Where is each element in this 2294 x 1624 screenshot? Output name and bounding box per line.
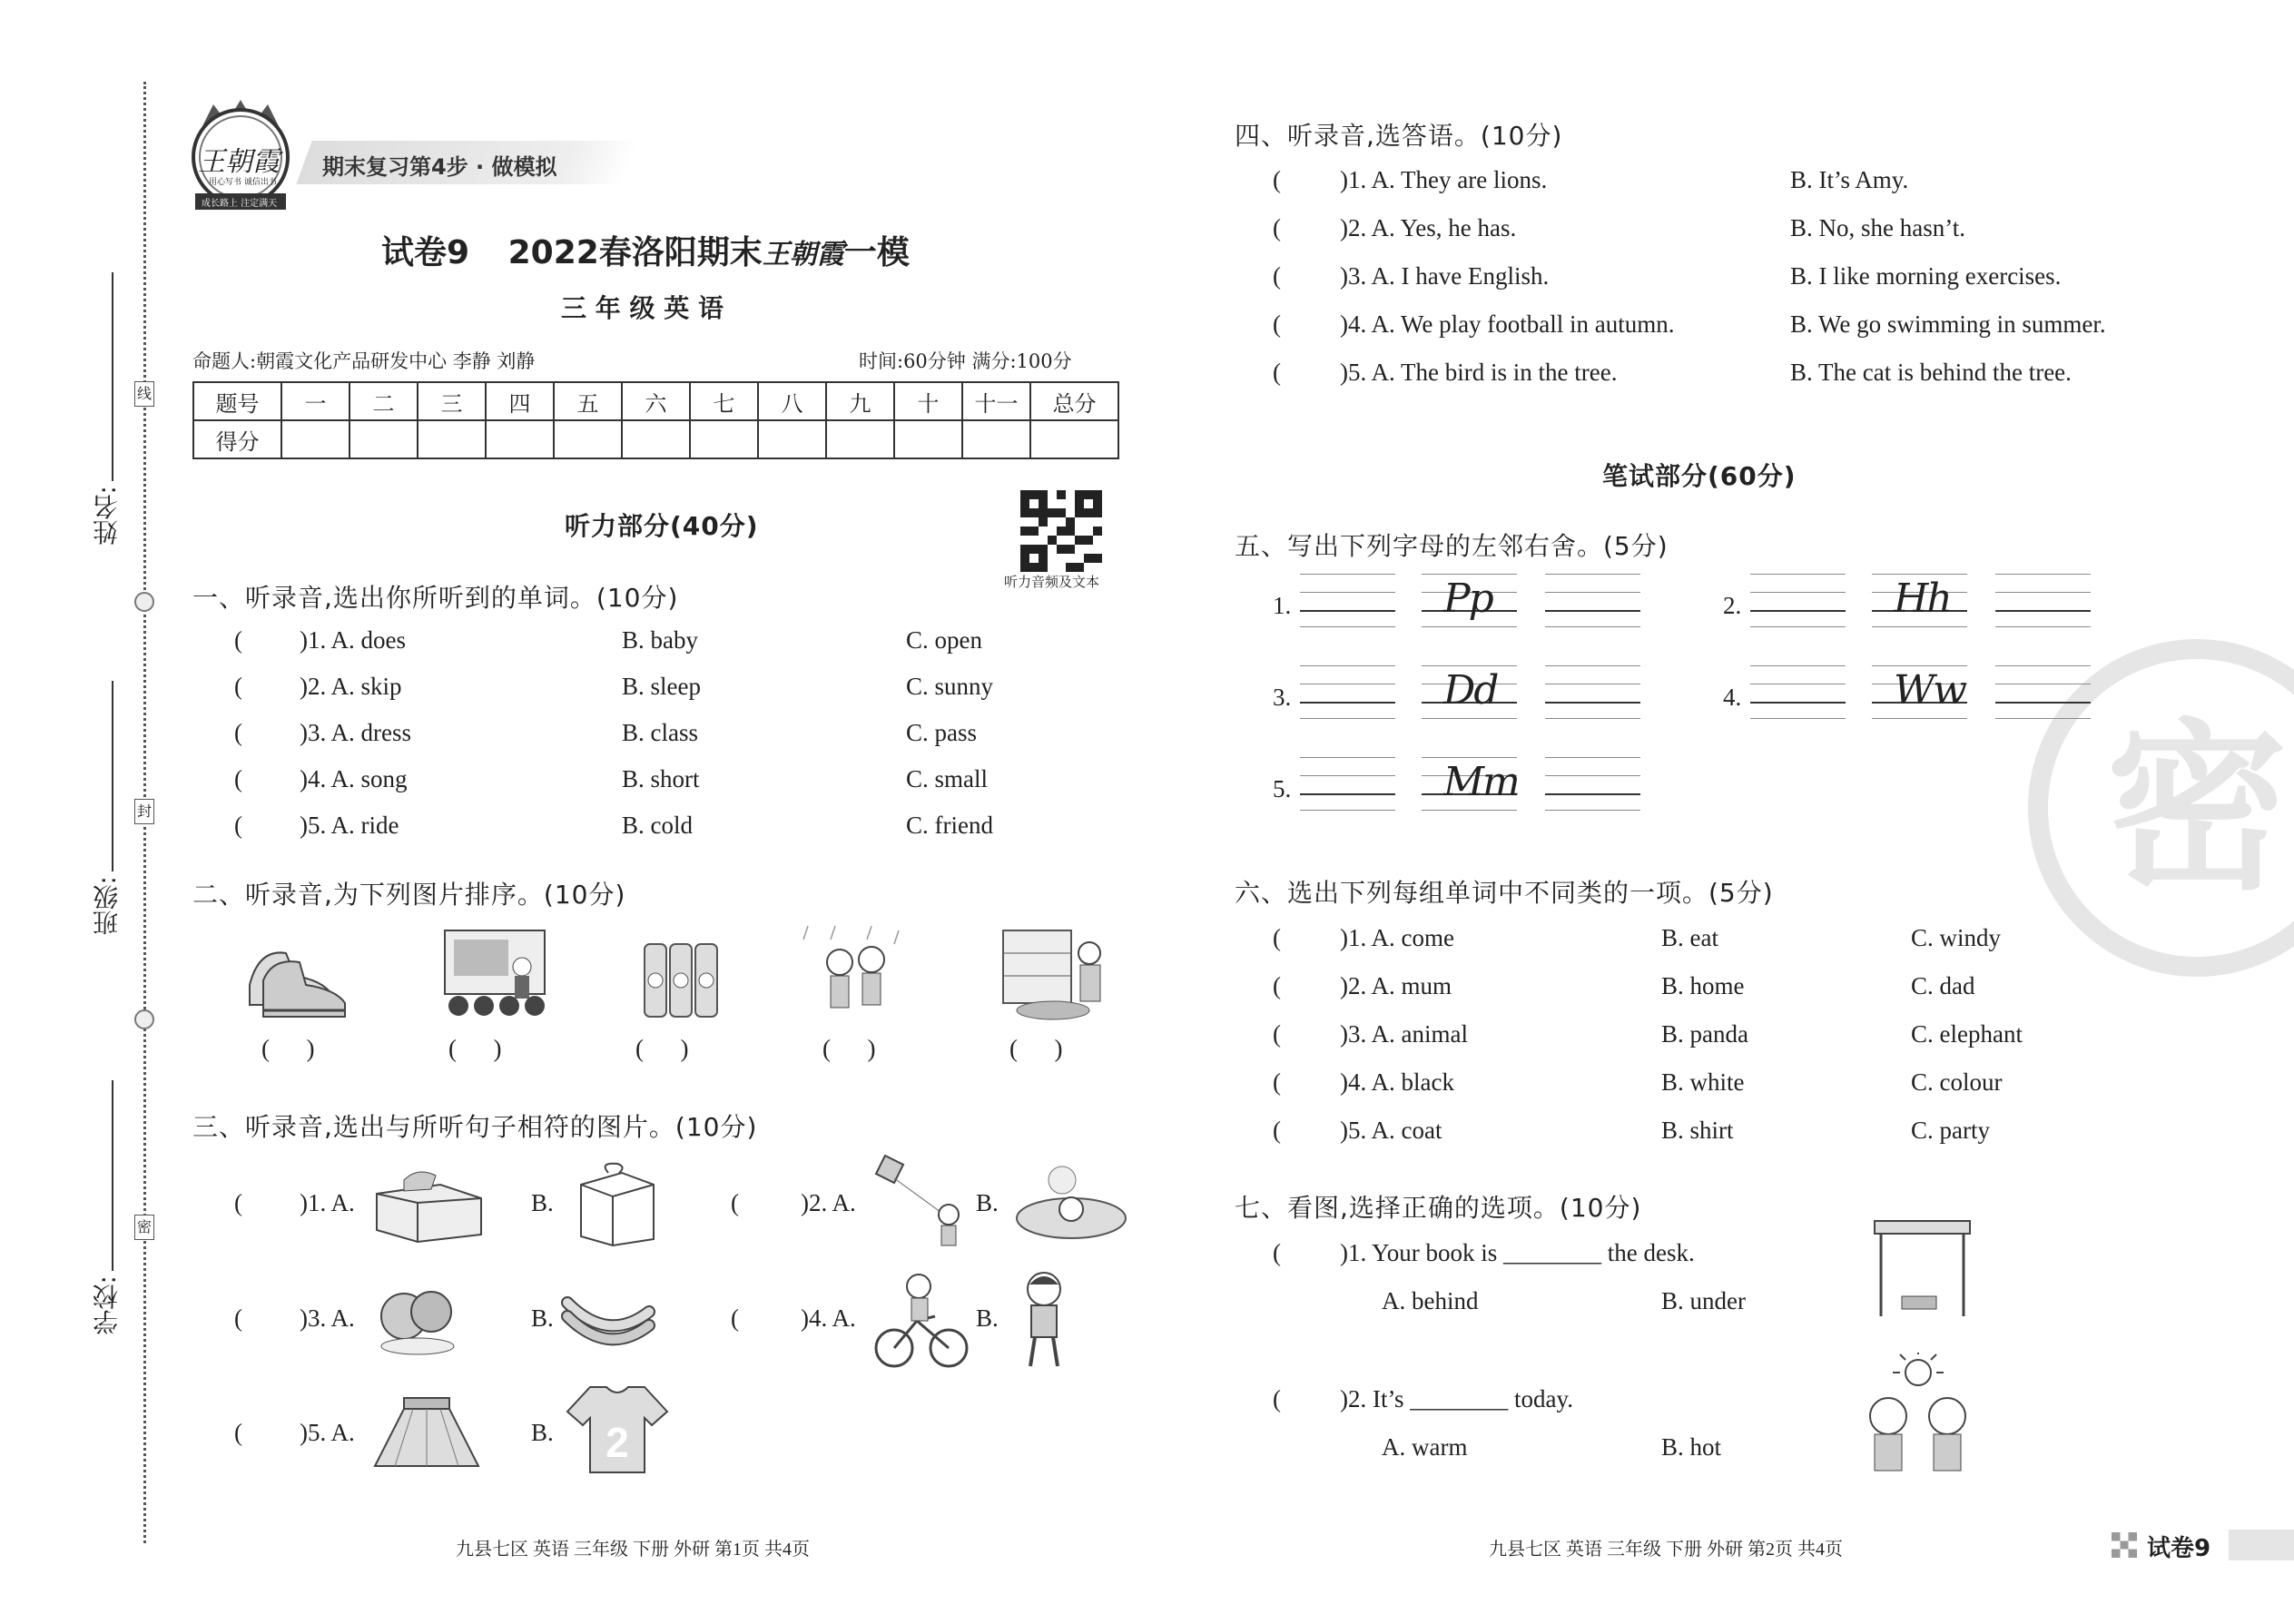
time-score: 时间:60分钟 满分:100分 [859,350,1072,372]
write-line-right[interactable] [1995,664,2091,720]
binding-ring-icon [134,592,154,612]
letter-box [1872,664,1967,720]
brand-logo [182,95,300,213]
paper-title [381,227,910,273]
question-paren[interactable]: ( [1273,359,1324,386]
score-cell[interactable] [350,420,418,458]
option-a: )4. A. We play football in autumn. [1340,310,1675,338]
bananas-picture [558,1284,658,1357]
question-paren[interactable]: ( [1273,214,1324,241]
footer-left: 九县七区 英语 三年级 下册 外研 第1页 共4页 [456,1540,810,1560]
paper-tag: 试卷9 [2147,1535,2211,1562]
score-header-cell: 八 [758,382,826,420]
title-brand: 王朝霞 [762,239,844,271]
question-paren[interactable]: ( [1273,166,1324,193]
name-label: 姓名: [92,486,122,546]
score-cell[interactable] [1030,420,1118,458]
option-b: B. white [1661,1068,1745,1096]
score-header-cell: 一 [281,382,350,420]
hot-sun-kids-picture [1847,1353,1988,1475]
letter-box [1872,572,1967,628]
option-c: C. party [1911,1117,1990,1144]
option-c: C. windy [1911,924,2002,951]
bottles-picture [635,926,726,1026]
write-line-right[interactable] [1545,755,1640,812]
option-a: )4. A. [801,1304,856,1332]
item-number: 4. [1723,684,1742,711]
option-c: C. pass [906,719,978,746]
question-paren[interactable]: ( [1273,1239,1324,1266]
score-cell[interactable] [758,420,826,458]
write-line-left[interactable] [1750,572,1846,628]
title-main: 2022春洛阳期末 [507,234,763,271]
score-cell[interactable] [622,420,690,458]
swimming-picture [1008,1162,1135,1248]
qr-caption: 听力音频及文本 [1004,574,1100,590]
score-header-cell: 三 [418,382,486,420]
item-number: 2. [1723,592,1742,619]
option-b: B. short [622,765,700,792]
option-a: )4. A. black [1340,1068,1454,1096]
option-a: )5. A. ride [300,812,399,839]
desk-book-picture [1870,1216,1974,1321]
tshirt-picture [563,1380,672,1480]
class-field[interactable] [112,681,113,871]
score-table-header [193,382,1118,420]
market-picture [999,921,1112,1021]
section-7-title: 七、看图,选择正确的选项。(10分) [1235,1193,1642,1223]
question-paren[interactable]: ( [1273,1068,1324,1096]
classroom-picture [440,926,558,1021]
given-letters: Hh [1894,576,1951,622]
kids-rain-picture [799,921,908,1026]
score-cell[interactable] [281,420,350,458]
write-line-right[interactable] [1545,572,1640,628]
section-1-title: 一、听录音,选出你所听到的单词。(10分) [192,583,679,613]
option-c: C. colour [1911,1068,2003,1096]
seal-mark-secret: 密 [134,1215,154,1240]
option-b: B. baby [622,626,698,654]
option-c: C. open [906,626,982,654]
option-a: )2. A. mum [1340,972,1452,999]
option-c: C. sunny [906,673,994,700]
score-table-row [193,420,1118,458]
section-2-title: 二、听录音,为下列图片排序。(10分) [192,880,626,910]
shirt-number: 2 [605,1419,629,1466]
listening-title: 听力部分(40分) [565,511,759,541]
class-label: 班级: [92,876,122,936]
option-a: )1. A. They are lions. [1340,166,1548,193]
option-b: B. [531,1304,554,1332]
question-paren[interactable]: ( [234,1419,286,1446]
watermark-char: 密 [2105,704,2289,915]
tag-bar [2229,1530,2294,1560]
option-a: )2. A. [801,1189,856,1216]
question-stem: )2. It’s ________ today. [1340,1385,1573,1412]
option-b: B. It’s Amy. [1790,166,1909,193]
given-letters: Pp [1443,576,1492,622]
school-field[interactable] [112,1080,113,1271]
qr-code-icon[interactable] [1020,490,1102,572]
order-paren[interactable]: ( ) [635,1035,689,1062]
option-b: B. sleep [622,673,701,700]
question-paren[interactable]: ( [234,626,286,654]
option-a: )1. A. does [300,626,406,654]
given-letters: Ww [1894,667,1965,714]
item-number: 5. [1273,775,1292,802]
option-b: B. cold [622,812,693,839]
score-row-label: 得分 [193,420,281,458]
item-number: 3. [1273,684,1292,711]
score-cell[interactable] [418,420,486,458]
score-header-cell: 十 [894,382,962,420]
question-paren[interactable]: ( [234,765,286,792]
score-cell[interactable] [962,420,1030,458]
score-cell[interactable] [554,420,622,458]
write-line-left[interactable] [1300,572,1395,628]
score-cell[interactable] [826,420,894,458]
option-a: )3. A. animal [1340,1020,1468,1048]
letter-box [1422,755,1517,812]
order-paren[interactable]: ( ) [822,1035,876,1062]
option-a: )3. A. I have English. [1340,262,1550,290]
option-a: )2. A. Yes, he has. [1340,214,1517,241]
order-paren[interactable]: ( ) [1009,1035,1063,1062]
option-b: B. [976,1304,999,1332]
score-header-cell: 九 [826,382,894,420]
question-paren[interactable]: ( [234,673,286,700]
title-suffix: 一模 [843,234,910,271]
option-b: B. eat [1661,924,1718,951]
option-b: B. We go swimming in summer. [1790,310,2106,338]
section-4-title: 四、听录音,选答语。(10分) [1235,121,1563,151]
gift-box-picture [572,1162,663,1248]
apples-picture [368,1275,468,1357]
section-3-title: 三、听录音,选出与所听句子相符的图片。(10分) [192,1112,758,1142]
binding-ring-icon [134,1009,154,1029]
option-a: )3. A. [300,1304,355,1332]
score-header-cell: 二 [350,382,418,420]
score-header-cell: 十一 [962,382,1030,420]
option-a: )1. A. come [1340,924,1454,951]
question-paren[interactable]: ( [1273,924,1324,951]
option-b: B. No, she hasn’t. [1790,214,1965,241]
score-header-cell: 六 [622,382,690,420]
option-a: )3. A. dress [300,719,411,746]
option-b: B. class [622,719,698,746]
write-line-right[interactable] [1545,664,1640,720]
step-label: 期末复习第4步 · 做模拟 [322,154,557,180]
question-paren[interactable]: ( [1273,262,1324,290]
kite-flying-picture [867,1151,971,1251]
question-paren[interactable]: ( [1273,1385,1324,1412]
write-line-left[interactable] [1750,664,1846,720]
shoes-picture [241,930,350,1021]
question-paren[interactable]: ( [731,1189,783,1216]
title-prefix: 试卷9 [381,234,470,271]
question-paren[interactable]: ( [234,1189,286,1216]
score-header-cell: 总分 [1030,382,1118,420]
score-cell[interactable] [690,420,758,458]
letter-box [1422,664,1517,720]
writing-title: 笔试部分(60分) [1602,461,1797,491]
option-b: B. panda [1661,1020,1748,1048]
option-a: )1. A. [300,1189,355,1216]
logo-ribbon: 成长路上 注定满天 [202,199,278,209]
score-header-cell: 五 [554,382,622,420]
given-letters: Mm [1443,759,1519,805]
option-a: )2. A. skip [300,673,402,700]
option-a: )4. A. song [300,765,408,792]
logo-motto: 用心写书 诚信出书 [209,178,277,187]
cycling-picture [871,1266,971,1371]
score-header-cell: 七 [690,382,758,420]
option-a: )5. A. coat [1340,1117,1442,1144]
option-b: B. shirt [1661,1117,1734,1144]
logo-text: 王朝霞 [198,146,280,178]
option-b: B. [531,1419,554,1446]
boy-walking-picture [1008,1266,1080,1371]
write-line-right[interactable] [1995,572,2091,628]
name-field[interactable] [112,272,113,481]
question-paren[interactable]: ( [234,1304,286,1332]
score-cell[interactable] [486,420,554,458]
section-6-title: 六、选出下列每组单词中不同类的一项。(5分) [1235,878,1774,908]
option-a: A. behind [1382,1287,1479,1314]
write-line-left[interactable] [1300,664,1395,720]
question-paren[interactable]: ( [234,719,286,746]
score-table [192,381,1119,459]
option-c: C. small [906,765,989,792]
order-paren[interactable]: ( ) [448,1035,502,1062]
option-a: )5. A. The bird is in the tree. [1340,359,1618,386]
grid-icon [2111,1532,2138,1558]
school-label: 学校: [92,1275,122,1335]
question-paren[interactable]: ( [1273,972,1324,999]
option-b: B. The cat is behind the tree. [1790,359,2072,386]
shoes-in-box-picture [368,1162,486,1244]
letter-box [1422,572,1517,628]
section-5-title: 五、写出下列字母的左邻右舍。(5分) [1235,531,1669,561]
score-header-cell: 四 [486,382,554,420]
option-a: )5. A. [300,1419,355,1446]
question-paren[interactable]: ( [1273,1117,1324,1144]
seal-mark-line: 线 [134,381,154,407]
skirt-picture [368,1393,486,1475]
question-stem: )1. Your book is ________ the desk. [1340,1239,1695,1266]
order-paren[interactable]: ( ) [261,1035,315,1062]
option-b: B. hot [1661,1433,1722,1461]
item-number: 1. [1273,592,1292,619]
question-paren[interactable]: ( [234,812,286,839]
footer-right: 九县七区 英语 三年级 下册 外研 第2页 共4页 [1489,1540,1843,1560]
option-b: B. I like morning exercises. [1790,262,2062,290]
authors: 命题人:朝霞文化产品研发中心 李静 刘静 [192,350,536,372]
option-b: B. [531,1189,554,1216]
option-b: B. home [1661,972,1745,999]
question-paren[interactable]: ( [1273,310,1324,338]
seal-mark-seal: 封 [134,799,154,824]
given-letters: Dd [1443,667,1498,714]
option-b: B. [976,1189,999,1216]
question-paren[interactable]: ( [1273,1020,1324,1048]
score-cell[interactable] [894,420,962,458]
option-b: B. under [1661,1287,1746,1314]
subject-title: 三 年 级 英 语 [561,293,724,323]
write-line-left[interactable] [1300,755,1395,812]
option-c: C. friend [906,812,993,839]
question-paren[interactable]: ( [731,1304,783,1332]
score-header-cell: 题号 [193,382,281,420]
option-c: C. elephant [1911,1020,2023,1048]
option-a: A. warm [1382,1433,1468,1461]
option-c: C. dad [1911,972,1975,999]
